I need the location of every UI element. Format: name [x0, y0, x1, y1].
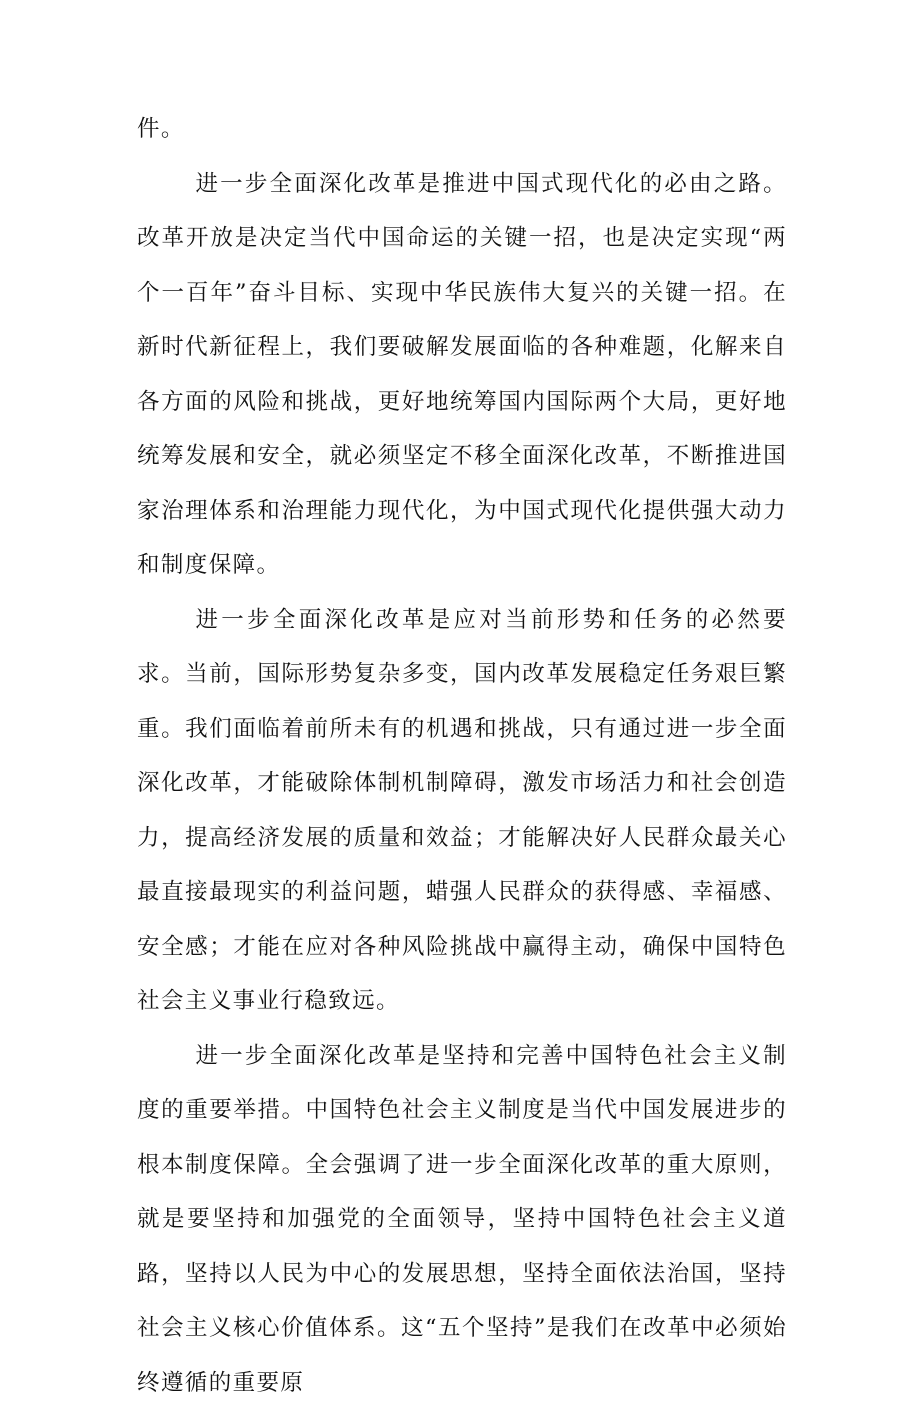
document-body [137, 102, 787, 1410]
paragraph-4: 进一步全面深化改革是坚持和完善中国特色社会主义制度的重要举措。中国特色社会主义制度是当代中国发展进步的根本制度保障。全会强调了进一步全面深化改革的重大原则，就是要坚持和加强党的全面领导，坚持中国特色社会主义道路，坚持以人民为中心的发展思想，坚持全面依法治国，坚持社会主义核心价值体系。这“五个坚持”是我们在改革中必须始终遵循的重要原 [137, 1029, 787, 1410]
paragraph-3: 进一步全面深化改革是应对当前形势和任务的必然要求。当前，国际形势复杂多变，国内改革发展稳定任务艰巨繁重。我们面临着前所未有的机遇和挑战，只有通过进一步全面深化改革，才能破除体制机制障碍，激发市场活力和社会创造力，提高经济发展的质量和效益；才能解决好人民群众最关心最直接最现实的利益问题，蜡强人民群众的获得感、幸福感、安全感；才能在应对各种风险挑战中赢得主动，确保中国特色社会主义事业行稳致远。 [137, 593, 787, 1029]
paragraph-1: 件。 [137, 102, 787, 157]
paragraph-2: 进一步全面深化改革是推进中国式现代化的必由之路。改革开放是决定当代中国命运的关键一招，也是决定实现“两个一百年”奋斗目标、实现中华民族伟大复兴的关键一招。在新时代新征程上，我们要破解发展面临的各种难题，化解来自各方面的风险和挑战，更好地统筹国内国际两个大局，更好地统筹发展和安全，就必须坚定不移全面深化改革，不断推进国家治理体系和治理能力现代化，为中国式现代化提供强大动力和制度保障。 [137, 157, 787, 593]
